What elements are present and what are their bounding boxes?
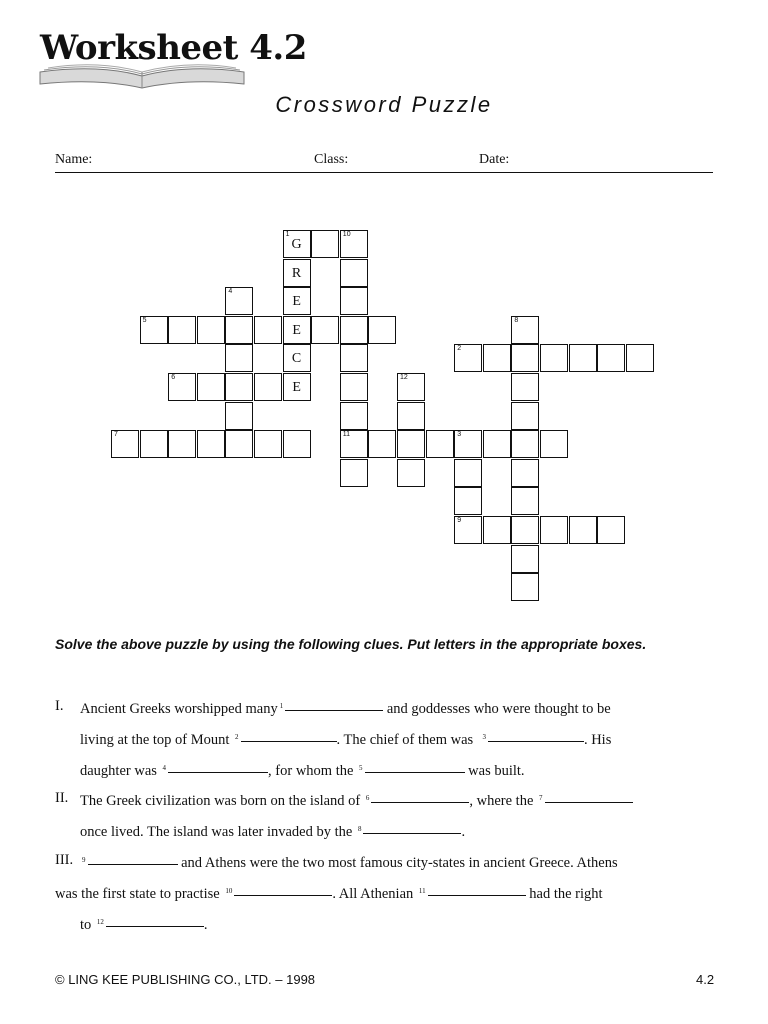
answer-blank-12[interactable]	[106, 925, 204, 927]
answer-blank-3[interactable]	[488, 740, 584, 742]
crossword-cell[interactable]	[311, 316, 339, 344]
crossword-cell[interactable]	[168, 430, 196, 458]
class-label: Class:	[314, 152, 349, 167]
answer-blank-9[interactable]	[88, 863, 178, 865]
answer-blank-6[interactable]	[371, 801, 469, 803]
clue-number-label: 7	[114, 431, 118, 439]
prefilled-letter: R	[291, 265, 302, 281]
crossword-cell[interactable]	[540, 516, 568, 544]
crossword-cell[interactable]	[340, 230, 368, 258]
clue-number-label: 2	[457, 345, 462, 353]
crossword-cell[interactable]	[397, 373, 425, 401]
crossword-cell[interactable]	[340, 402, 368, 430]
crossword-cell[interactable]	[340, 259, 368, 287]
crossword-cell[interactable]	[511, 402, 539, 430]
crossword-cell[interactable]	[511, 516, 539, 544]
crossword-cell[interactable]	[340, 430, 368, 458]
crossword-cell[interactable]	[254, 373, 282, 401]
crossword-cell[interactable]	[111, 430, 139, 458]
crossword-cell[interactable]	[225, 344, 253, 372]
crossword-cell[interactable]	[397, 402, 425, 430]
crossword-cell[interactable]	[483, 430, 511, 458]
crossword-cell[interactable]	[168, 316, 196, 344]
crossword-cell[interactable]	[540, 344, 568, 372]
crossword-cell[interactable]	[254, 430, 282, 458]
crossword-cell[interactable]	[225, 373, 253, 401]
crossword-cell[interactable]	[511, 487, 539, 515]
crossword-cell[interactable]	[597, 516, 625, 544]
clue-number-label: 11	[342, 431, 351, 439]
crossword-cell[interactable]	[483, 516, 511, 544]
clue-number-label: 5	[142, 316, 147, 324]
crossword-cell[interactable]	[454, 459, 482, 487]
copyright-footer: © LING KEE PUBLISHING CO., LTD. – 1998	[55, 972, 316, 987]
clue-number-label: 9	[457, 517, 462, 524]
crossword-cell[interactable]	[454, 430, 482, 458]
crossword-cell[interactable]	[283, 287, 311, 315]
clue-number-label: 12	[400, 374, 408, 381]
instructions: Solve the above puzzle by using the following clues. Put letters in the appropriate boxes.	[55, 636, 647, 652]
crossword-cell[interactable]	[283, 230, 311, 258]
section-3-numeral: III.	[55, 852, 74, 868]
clue-number-label: 3	[457, 431, 462, 439]
crossword-cell[interactable]	[225, 402, 253, 430]
crossword-cell[interactable]	[340, 459, 368, 487]
crossword-cell[interactable]	[225, 287, 253, 315]
crossword-cell[interactable]	[569, 344, 597, 372]
clue-number-label: 6	[171, 374, 176, 381]
prefilled-letter: E	[292, 294, 301, 310]
crossword-cell[interactable]	[197, 316, 225, 344]
crossword-cell[interactable]	[225, 316, 253, 344]
crossword-cell[interactable]	[483, 344, 511, 372]
prefilled-letter: E	[292, 380, 301, 395]
crossword-cell[interactable]	[511, 316, 539, 344]
clue-number-label: 8	[514, 316, 519, 324]
crossword-cell[interactable]	[511, 430, 539, 458]
crossword-cell[interactable]	[254, 316, 282, 344]
answer-blank-2[interactable]	[241, 740, 337, 742]
crossword-cell[interactable]	[283, 316, 311, 344]
clue-section-1: Ancient Greeks worshipped many $^1$ and goddesses who were thought to be living at the top of Mount $^2$ . The chief of them was $^3$ . His daughter was $^4$ , for whom the $^5$ was built.	[80, 701, 612, 779]
clue-number-label: 1	[285, 231, 290, 238]
crossword-cell[interactable]	[197, 373, 225, 401]
crossword-cell[interactable]	[283, 344, 311, 372]
date-label: Date:	[479, 152, 510, 167]
page-title: Crossword Puzzle	[275, 92, 493, 117]
crossword-cell[interactable]	[140, 316, 168, 344]
answer-blank-8[interactable]	[363, 832, 461, 834]
crossword-cell[interactable]	[626, 344, 654, 372]
worksheet-logo-text: Worksheet 4.2	[40, 28, 307, 68]
crossword-cell[interactable]	[511, 373, 539, 401]
crossword-cell[interactable]	[511, 459, 539, 487]
answer-blank-10[interactable]	[234, 894, 332, 896]
crossword-cell[interactable]	[454, 344, 482, 372]
answer-blank-4[interactable]	[168, 771, 268, 773]
crossword-cell[interactable]	[311, 230, 339, 258]
clue-number-label: 4	[228, 288, 233, 296]
crossword-cell[interactable]	[340, 373, 368, 401]
crossword-cell[interactable]	[340, 316, 368, 344]
crossword-cell[interactable]	[283, 259, 311, 287]
crossword-cell[interactable]	[454, 516, 482, 544]
crossword-cell[interactable]	[368, 316, 396, 344]
crossword-cell[interactable]	[225, 430, 253, 458]
crossword-cell[interactable]	[397, 459, 425, 487]
section-2-numeral: II.	[55, 790, 69, 806]
crossword-cell[interactable]	[426, 430, 454, 458]
crossword-cell[interactable]	[454, 487, 482, 515]
answer-blank-1[interactable]	[285, 709, 383, 711]
crossword-cell[interactable]	[368, 430, 396, 458]
crossword-cell[interactable]	[511, 545, 539, 573]
prefilled-letter: E	[292, 322, 301, 338]
clue-section-2: The Greek civilization was born on the island of $^6$ , where the $^7$ once lived. The island was later invaded by the $^8$ .	[80, 784, 720, 846]
crossword-cell[interactable]	[540, 430, 568, 458]
clue-section-3: $^9$ and Athens were the two most famous city-states in ancient Greece. Athens was the first state to practise $^{10}$ . All Athenian $^{11}$ had the right to $^{12}$ .	[55, 855, 618, 933]
crossword-cell[interactable]	[283, 373, 311, 401]
crossword-cell[interactable]	[569, 516, 597, 544]
crossword-cell[interactable]	[168, 373, 196, 401]
crossword-cell[interactable]	[397, 430, 425, 458]
crossword-cell[interactable]	[197, 430, 225, 458]
crossword-cell[interactable]	[511, 344, 539, 372]
name-class-date-row	[55, 152, 713, 173]
page-number: 4.2	[696, 972, 715, 987]
crossword-cell[interactable]	[340, 344, 368, 372]
name-label: Name:	[55, 152, 93, 167]
crossword-cell[interactable]	[140, 430, 168, 458]
prefilled-letter: C	[291, 351, 302, 367]
answer-blank-7[interactable]	[545, 801, 633, 803]
answer-blank-5[interactable]	[365, 771, 465, 773]
section-1-numeral: I.	[55, 698, 64, 714]
crossword-cell[interactable]	[283, 430, 311, 458]
prefilled-letter: G	[291, 237, 302, 252]
crossword-cell[interactable]	[340, 287, 368, 315]
crossword-cell[interactable]	[511, 573, 539, 601]
crossword-cell[interactable]	[597, 344, 625, 372]
clue-number-label: 10	[342, 231, 351, 238]
answer-blank-11[interactable]	[428, 894, 526, 896]
